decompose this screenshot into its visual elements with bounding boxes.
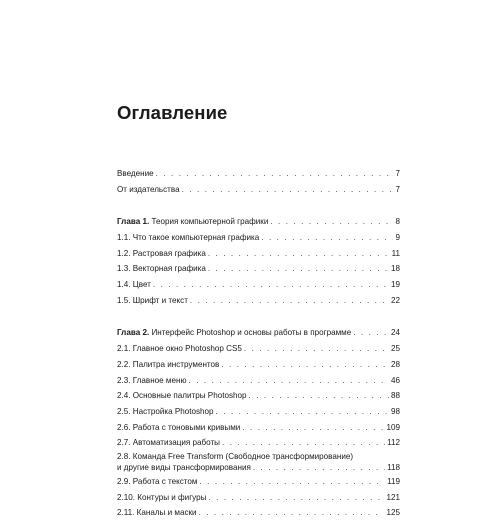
toc-entry[interactable] — [117, 341, 400, 357]
toc-entry-label-continued: и другие виды трансформирования — [117, 462, 251, 474]
toc-entry-line2 — [117, 462, 400, 474]
toc-entry-label: 2.11. Каналы и маски — [117, 505, 197, 521]
toc-page-number: 28 — [391, 357, 400, 373]
toc-page-number: 7 — [395, 166, 400, 182]
toc-dot-leader — [189, 373, 389, 389]
toc-entry-label: 2.3. Главное меню — [117, 373, 187, 389]
toc-page-number: 18 — [391, 261, 400, 277]
toc-entry[interactable] — [117, 373, 400, 389]
toc-page-number: 98 — [391, 404, 400, 420]
toc-entry-label: 2.4. Основные палитры Photoshop — [117, 388, 247, 404]
toc-entry-label: 2.10. Контуры и фигуры — [117, 490, 206, 506]
toc-entry[interactable] — [117, 277, 400, 293]
toc-page-number: 22 — [391, 293, 400, 309]
toc-dot-leader — [208, 246, 390, 262]
toc-page-number: 125 — [386, 505, 400, 521]
toc-dot-leader — [190, 293, 389, 309]
toc-group-chapter-1 — [117, 214, 400, 308]
toc-entry-label: От издательства — [117, 182, 180, 198]
toc-entry-label — [117, 214, 268, 230]
toc-dot-leader — [222, 435, 385, 451]
toc-dot-leader — [199, 474, 385, 490]
toc-entry[interactable] — [117, 490, 400, 506]
toc-entry[interactable] — [117, 357, 400, 373]
toc-entry-label: 2.1. Главное окно Photoshop CS5 — [117, 341, 242, 357]
toc-entry-label: 2.7. Автоматизация работы — [117, 435, 220, 451]
toc-page-number: 46 — [391, 373, 400, 389]
toc-dot-leader — [270, 214, 393, 230]
toc-entry-label: 1.1. Что такое компьютерная графика — [117, 230, 259, 246]
toc-entry-label: 1.5. Шрифт и текст — [117, 293, 188, 309]
toc-page-number: 121 — [386, 490, 400, 506]
toc-entry[interactable] — [117, 474, 400, 490]
toc-dot-leader — [253, 462, 385, 474]
toc-page-number: 118 — [387, 462, 400, 474]
toc-dot-leader — [221, 357, 389, 373]
toc-dot-leader — [199, 505, 385, 521]
toc-entry-label: 2.8. Команда Free Transform (Свободное трансформирование) — [117, 451, 400, 462]
toc-entry-label: 1.3. Векторная графика — [117, 261, 206, 277]
toc-page-number: 9 — [395, 230, 400, 246]
toc-page-number: 109 — [386, 420, 400, 436]
toc-group-chapter-2 — [117, 326, 400, 521]
chapter-number: Глава 2. — [117, 328, 149, 337]
toc-dot-leader — [216, 404, 389, 420]
toc-dot-leader — [249, 388, 389, 404]
toc-entry-label: 1.2. Растровая графика — [117, 246, 206, 262]
toc-chapter-entry[interactable] — [117, 214, 400, 230]
toc-entry[interactable] — [117, 166, 400, 182]
toc-page-number: 24 — [391, 325, 400, 341]
toc-entry-label — [117, 325, 351, 341]
toc-entry[interactable] — [117, 420, 400, 436]
toc-entry[interactable] — [117, 435, 400, 451]
toc-entry[interactable] — [117, 261, 400, 277]
toc-dot-leader — [208, 261, 389, 277]
toc-entry[interactable] — [117, 404, 400, 420]
toc-dot-leader — [208, 490, 384, 506]
toc-entry[interactable] — [117, 388, 400, 404]
toc-page-number: 8 — [395, 214, 400, 230]
toc-page-number: 25 — [391, 341, 400, 357]
toc-page-number: 7 — [395, 182, 400, 198]
toc-entry[interactable] — [117, 246, 400, 262]
toc-dot-leader — [242, 420, 384, 436]
page-title: Оглавление — [117, 102, 227, 124]
toc-dot-leader — [182, 182, 394, 198]
toc-dot-leader — [156, 166, 394, 182]
toc-dot-leader — [261, 230, 393, 246]
toc-page-number: 119 — [387, 474, 400, 490]
document-page — [117, 0, 400, 500]
toc-entry[interactable] — [117, 182, 400, 198]
toc-page-number: 88 — [391, 388, 400, 404]
toc-entry[interactable] — [117, 505, 400, 521]
toc-entry-label: 2.9. Работа с текстом — [117, 474, 197, 490]
toc-entry-label: 2.6. Работа с тоновыми кривыми — [117, 420, 240, 436]
toc-group-intro — [117, 166, 400, 197]
toc-entry[interactable] — [117, 293, 400, 309]
toc-dot-leader — [353, 325, 389, 341]
chapter-title: Интерфейс Photoshop и основы работы в программе — [151, 328, 351, 337]
table-of-contents — [117, 166, 400, 521]
toc-page-number: 112 — [387, 435, 400, 451]
toc-page-number: 11 — [392, 246, 400, 262]
toc-dot-leader — [153, 277, 389, 293]
toc-entry-label: 2.5. Настройка Photoshop — [117, 404, 214, 420]
toc-entry-label: 1.4. Цвет — [117, 277, 151, 293]
toc-entry-label: Введение — [117, 166, 154, 182]
toc-entry[interactable] — [117, 230, 400, 246]
toc-entry-label: 2.2. Палитра инструментов — [117, 357, 219, 373]
toc-entry-multiline[interactable] — [117, 451, 400, 474]
toc-page-number: 19 — [391, 277, 400, 293]
toc-dot-leader — [244, 341, 389, 357]
chapter-number: Глава 1. — [117, 217, 149, 226]
toc-chapter-entry[interactable] — [117, 326, 400, 342]
chapter-title: Теория компьютерной графики — [151, 217, 268, 226]
